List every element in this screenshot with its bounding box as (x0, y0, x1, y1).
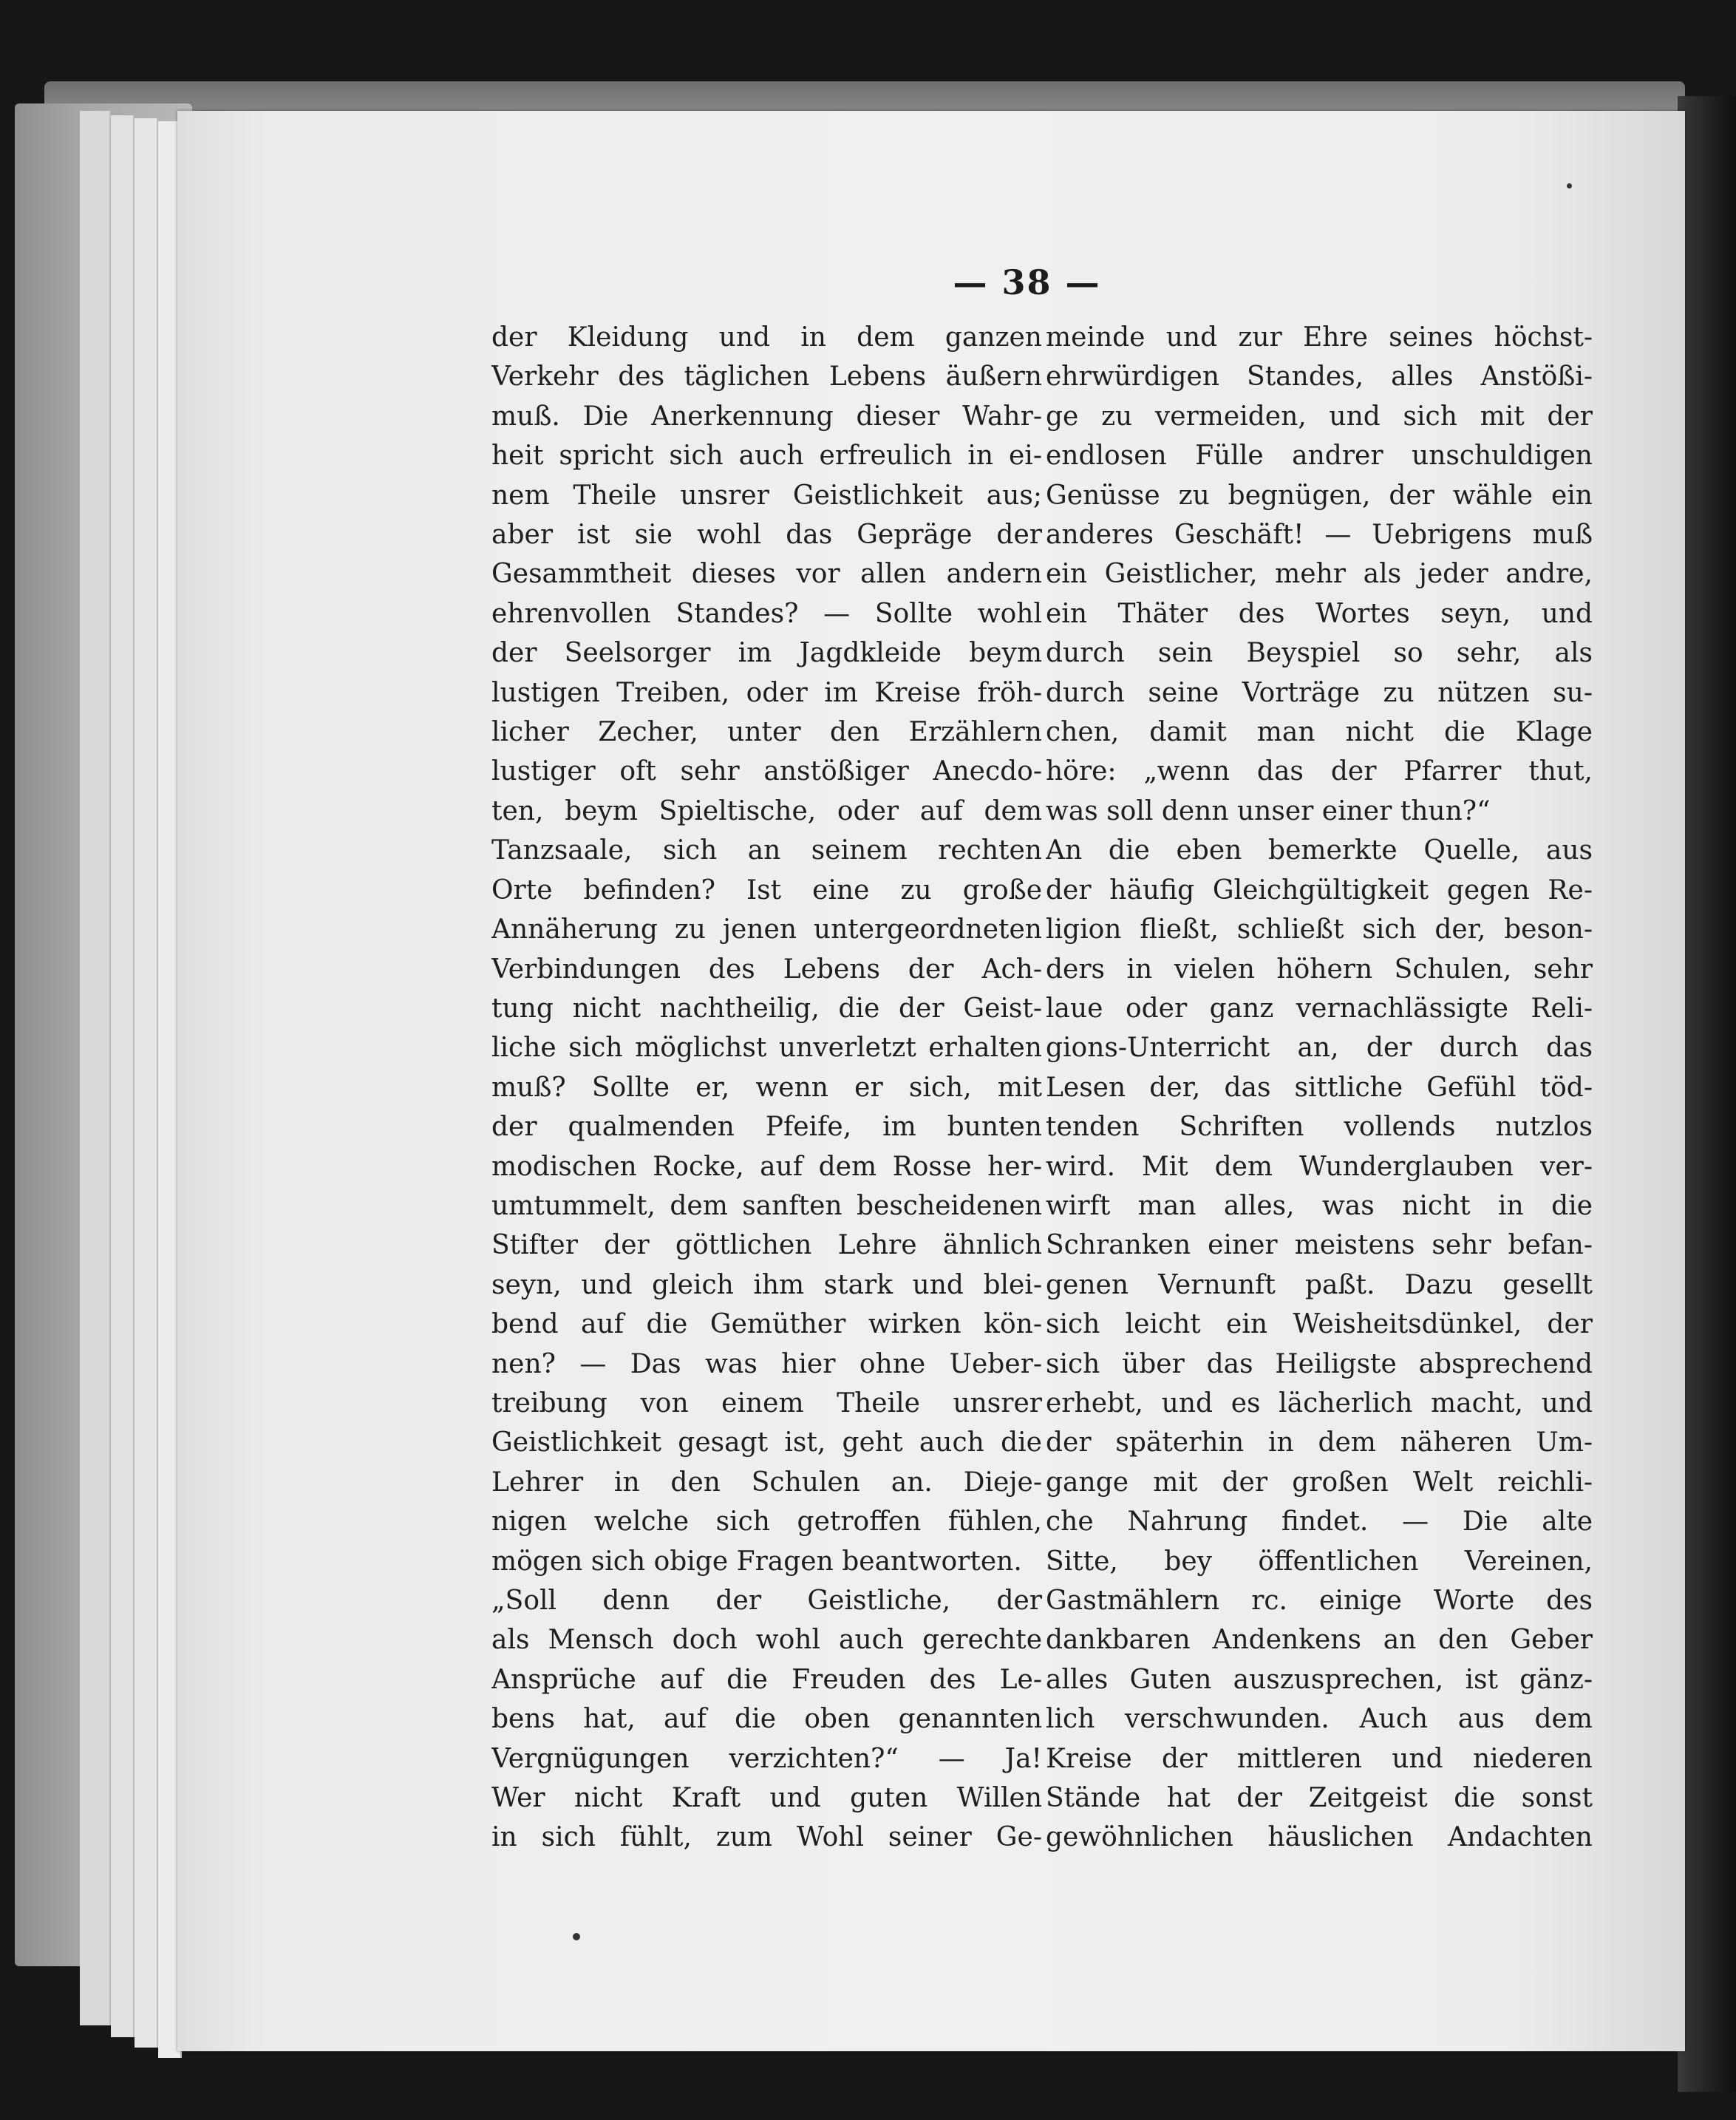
text-line: Wer nicht Kraft und guten Willen (491, 1783, 1042, 1814)
text-line: ge zu vermeiden, und sich mit der (1046, 401, 1593, 432)
text-line: der Kleidung und in dem ganzen (491, 322, 1042, 353)
text-line: Lesen der, das sittliche Gefühl töd- (1046, 1072, 1593, 1103)
text-line: sich leicht ein Weisheitsdünkel, der (1046, 1309, 1593, 1340)
text-line: als Mensch doch wohl auch gerechte (491, 1625, 1042, 1656)
text-line: tenden Schriften vollends nutzlos (1046, 1112, 1593, 1143)
text-line: Ansprüche auf die Freuden des Le- (491, 1664, 1042, 1695)
text-line: gewöhnlichen häuslichen Andachten (1046, 1822, 1593, 1853)
text-line: genen Vernunft paßt. Dazu gesellt (1046, 1269, 1593, 1300)
page-edge (80, 111, 111, 2025)
text-line: Geistlichkeit gesagt ist, geht auch die (491, 1427, 1042, 1458)
text-line: der qualmenden Pfeife, im bunten (491, 1112, 1042, 1143)
text-line: Verkehr des täglichen Lebens äußern (491, 361, 1042, 393)
text-line: liche sich möglichst unverletzt erhalten (491, 1033, 1042, 1064)
text-line: umtummelt, dem sanften bescheidenen (491, 1190, 1042, 1221)
page-edge (111, 115, 135, 2037)
text-line: ehrenvollen Standes? — Sollte wohl (491, 598, 1042, 629)
text-line: durch sein Beyspiel so sehr, als (1046, 638, 1593, 669)
text-line: anderes Geschäft! — Uebrigens muß (1046, 520, 1593, 551)
text-line: che Nahrung findet. — Die alte (1046, 1506, 1593, 1538)
paper-speck (573, 1933, 580, 1940)
text-line: Schranken einer meistens sehr befan- (1046, 1230, 1593, 1261)
text-line: Kreise der mittleren und niederen (1046, 1743, 1593, 1774)
paper-speck (1567, 183, 1572, 188)
text-line: Vergnügungen verzichten?“ — Ja! (491, 1743, 1042, 1774)
text-line: Lehrer in den Schulen an. Dieje- (491, 1467, 1042, 1498)
book-gutter-shadow (1678, 96, 1736, 2092)
text-line: Verbindungen des Lebens der Ach- (491, 954, 1042, 985)
text-line: ders in vielen höhern Schulen, sehr (1046, 954, 1593, 985)
text-line: lustigen Treiben, oder im Kreise fröh- (491, 677, 1042, 708)
text-line: wird. Mit dem Wunderglauben ver- (1046, 1151, 1593, 1182)
text-line: erhebt, und es lächerlich macht, und (1046, 1387, 1593, 1419)
text-line: muß? Sollte er, wenn er sich, mit (491, 1072, 1042, 1103)
text-line: der späterhin in dem näheren Um- (1046, 1427, 1593, 1458)
text-line: bens hat, auf die oben genannten (491, 1704, 1042, 1735)
text-line: chen, damit man nicht die Klage (1046, 717, 1593, 748)
text-line: modischen Rocke, auf dem Rosse her- (491, 1151, 1042, 1182)
text-line: treibung von einem Theile unsrer (491, 1387, 1042, 1419)
text-line: laue oder ganz vernachlässigte Reli- (1046, 993, 1593, 1024)
text-line: ehrwürdigen Standes, alles Anstößi- (1046, 361, 1593, 393)
page-number: — 38 — (953, 262, 1101, 302)
text-line: „Soll denn der Geistliche, der (491, 1586, 1042, 1616)
text-line: sich über das Heiligste absprechend (1046, 1348, 1593, 1379)
text-line: Stände hat der Zeitgeist die sonst (1046, 1783, 1593, 1814)
text-line: Gastmählern rc. einige Worte des (1046, 1586, 1593, 1616)
text-line: nem Theile unsrer Geistlichkeit aus; (491, 480, 1042, 511)
text-line: was soll denn unser einer thun?“ (1046, 795, 1491, 826)
text-line: ligion fließt, schließt sich der, beson- (1046, 914, 1593, 945)
text-line: alles Guten auszusprechen, ist gänz- (1046, 1664, 1593, 1695)
text-line: gions-Unterricht an, der durch das (1046, 1033, 1593, 1064)
text-line: mögen sich obige Fragen beantworten. (491, 1546, 1022, 1577)
text-line: Tanzsaale, sich an seinem rechten (491, 835, 1042, 866)
text-line: nigen welche sich getroffen fühlen, (491, 1506, 1042, 1538)
text-line: der Seelsorger im Jagdkleide beym (491, 638, 1042, 669)
text-line: Stifter der göttlichen Lehre ähnlich (491, 1230, 1042, 1261)
text-line: Genüsse zu begnügen, der wähle ein (1046, 480, 1593, 511)
text-line: An die eben bemerkte Quelle, aus (1046, 835, 1593, 866)
text-column-left (491, 318, 1042, 1858)
text-line: ten, beym Spieltische, oder auf dem (491, 795, 1042, 826)
text-line: ein Thäter des Wortes seyn, und (1046, 598, 1593, 629)
text-line: höre: „wenn das der Pfarrer thut, (1046, 756, 1593, 787)
text-line: in sich fühlt, zum Wohl seiner Ge- (491, 1822, 1042, 1853)
text-line: endlosen Fülle andrer unschuldigen (1046, 441, 1593, 472)
text-line: durch seine Vorträge zu nützen su- (1046, 677, 1593, 708)
text-line: licher Zecher, unter den Erzählern (491, 717, 1042, 748)
page-edge (135, 118, 158, 2048)
text-line: Gesammtheit dieses vor allen andern (491, 559, 1042, 590)
text-line: seyn, und gleich ihm stark und blei- (491, 1269, 1042, 1300)
text-line: Orte befinden? Ist eine zu große (491, 874, 1042, 906)
text-line: Annäherung zu jenen untergeordneten (491, 914, 1042, 945)
text-line: meinde und zur Ehre seines höchst- (1046, 322, 1593, 353)
text-line: lustiger oft sehr anstößiger Anecdo- (491, 756, 1042, 787)
text-line: lich verschwunden. Auch aus dem (1046, 1704, 1593, 1735)
text-line: Sitte, bey öffentlichen Vereinen, (1046, 1546, 1593, 1577)
text-line: gange mit der großen Welt reichli- (1046, 1467, 1593, 1498)
text-line: heit spricht sich auch erfreulich in ei- (491, 441, 1042, 472)
text-line: aber ist sie wohl das Gepräge der (491, 520, 1042, 551)
text-line: muß. Die Anerkennung dieser Wahr- (491, 401, 1042, 432)
text-line: nen? — Das was hier ohne Ueber- (491, 1348, 1042, 1379)
text-line: der häufig Gleichgültigkeit gegen Re- (1046, 874, 1593, 906)
text-line: tung nicht nachtheilig, die der Geist- (491, 993, 1042, 1024)
text-line: ein Geistlicher, mehr als jeder andre, (1046, 559, 1593, 590)
text-line: bend auf die Gemüther wirken kön- (491, 1309, 1042, 1340)
text-line: wirft man alles, was nicht in die (1046, 1190, 1593, 1221)
text-line: dankbaren Andenkens an den Geber (1046, 1625, 1593, 1656)
text-column-right (1046, 318, 1593, 1858)
